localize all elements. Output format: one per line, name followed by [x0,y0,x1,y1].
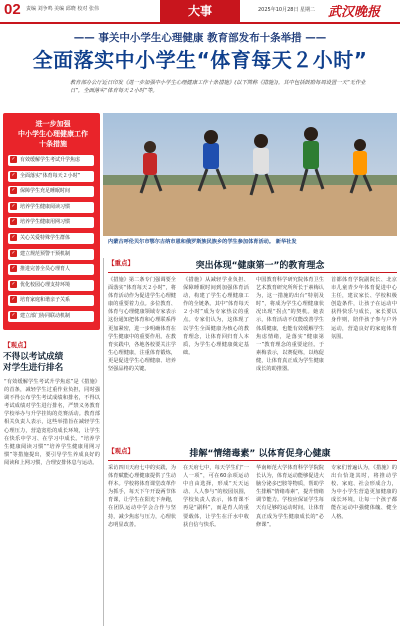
date-line: 2025年10月28日 星期二 [258,7,316,13]
editor-credits: 责编 刘争鸣 美编 邱晓 校对 张伟 [26,6,99,12]
sidebar-item [8,217,94,228]
header-rule [0,22,400,24]
sidebar-item-label: 建立规范预警干预机制 [20,250,71,257]
sidebar-item-label: 培养学生健康用网习惯 [20,219,71,226]
check-icon: ✓ [11,187,16,194]
section2-title: 排解“情绪毒素” 以体育促身心健康 [189,449,331,459]
check-icon: ✓ [11,280,16,287]
section2-tag: 【观点】 [108,447,134,455]
check-icon: ✓ [11,234,16,240]
section2-col3-text: 华南师范大学体育科学学院院长认为，体育运动能够促进大脑分泌多巴胺等物质，帮助学生排解“情绪毒素”，提升情绪调节能力。学校应保证学生每天有足够的运动时间，让体育真正成为学生健康成长的“必修课”。 [256,465,324,528]
check-icon: ✓ [11,202,16,209]
sidebar-item [8,295,94,306]
section1-col3-text: 中国教育科学研究院体育卫生艺术教育研究所所长于素梅认为，这一措施的出台“特别及时”，将成为学生心理健康状况出现“拐点”的契机。她表示，体育活动不仅能改善学生体质健康，也能有效缓解学生焦虑情绪，是落实“健康第一”教育理念的重要途径。于素梅表示，以赛促练，以练促健，让体育真正成为学生健康成长的助推器。 [256,277,324,373]
section1-col4-text: 首都体育学院副院长、北京市儿童青少年体育促进中心主任，建议家长、学校积极创造条件，让孩子在运动中获得快乐与成长，家长要以身作则，陪伴孩子参与户外运动，营造良好的家庭体育氛围。 [331,277,397,340]
column-divider [103,258,104,626]
sidebar-item [8,249,94,260]
check-icon: ✓ [11,265,16,272]
article-kicker: —— 事关中小学生心理健康 教育部发布十条举措 —— [73,32,327,44]
section2-column-1 [108,464,176,529]
sidebar-item-label: 保障学生充足睡眠时间 [20,188,71,195]
photo-illustration [103,113,397,236]
section1-column-4 [331,276,397,341]
sidebar-item [8,202,94,213]
check-icon: ✓ [11,312,16,318]
sidebar-item-label: 有效缓解学生考试升学焦虑 [20,157,81,163]
section2-rule [108,460,397,461]
section1-column-1 [108,276,176,373]
check-icon: ✓ [11,218,16,225]
sidebar-item [8,311,94,322]
sidebar-title: 进一步加强 中小学生心理健康工作 十条措施 [18,120,88,148]
article-headline: 全面落实中小学生“体育每天２小时” [32,48,368,72]
page-number: 02 [4,1,21,18]
section2-col1-text: 采访四川天府七中的实践，为体育赋能心理健康提供了生动样本。学校将体育课堂改革作为抓手，每天下午开设两节体育课，让学生在阳光下奔跑，在团队运动中学会合作与坚持，减少焦虑与压力，心理状态明显改善。 [108,465,176,528]
opinion-title: 不得以考试成绩 对学生进行排名 [3,352,64,373]
sidebar-item-label: 全面落实“体育每天２小时” [20,172,81,179]
sports-photo [103,113,397,236]
sidebar-item [8,171,94,182]
section1-column-3 [256,276,324,373]
section2-column-3 [256,464,324,529]
newspaper-logo: 武汉晚报 [328,5,381,20]
top-bar [0,0,400,22]
sidebar-item-label: 推进完善全员心理育人 [20,266,71,273]
sidebar-item-label: 培育家庭和谐亲子关系 [20,297,71,304]
section1-tag: 【重点】 [108,259,134,267]
sidebar-item-label: 优化校园心理支持环境 [20,281,71,288]
sidebar-item [8,264,94,275]
sidebar-item-label: 培养学生健康阅读习惯 [20,203,71,210]
section-title: 大事 [187,4,212,18]
check-icon: ✓ [11,249,16,256]
section2-col2-text: 在天府七中，每天学生们“一人一项”，可在60余项运动中自由选择，形成“天天运动、人人参与”的校园氛围，学校负责人表示，体育课不再是“副科”，而是育人的重要载体，让学生在汗水中收获自信与快乐。 [183,465,249,528]
article-lead: 教育部办公厅近日印发《进一步加强中小学生心理健康工作十条措施》(以下简称《措施》)，其中包括鼓励每周设置一天“无作业日”，全面落实“体育每天２小时”等。 [70,80,366,94]
section1-column-2 [183,276,249,357]
section1-rule [108,272,397,273]
sidebar-item [8,280,94,291]
sidebar-item-label: 关心关爱特殊学生群体 [20,235,71,241]
photo-caption: 内蒙古呼伦贝尔市鄂尔古纳市恩和俄罗斯族民族乡的学生参加体育活动。 新华社发 [108,239,297,245]
section2-column-2 [183,464,249,529]
check-icon: ✓ [11,156,16,162]
opinion-body: “有效缓解学生考试升学焦虑”是《措施》的首条，减轻学生过重作业负担，同时强调不得公布学生考试成绩和排名，不得以考试成绩对学生进行排名，严禁义务教育学校举办与升学挂钩的竞赛活动。教育部相关负责人表示，这些举措旨在减轻学生心理压力，营造宽松的成长环境，让学生在快乐中学习、在学习中成长。“培养学生健康阅读习惯”“培养学生健康用网习惯”等措施提出，要引导学生养成良好的阅读和上网习惯，合理安排休息与运动。 [4,379,100,466]
sidebar-item [8,233,94,244]
section2-col4-text: 专家们普遍认为，《措施》的出台恰逢其时，将推动学校、家庭、社会形成合力，为中小学生营造更加健康的成长环境，让每一个孩子都能在运动中强健体魄、健全人格。 [331,465,397,520]
section2-column-4 [331,464,397,521]
section1-title: 突出体现“健康第一”的教育理念 [195,261,325,271]
check-icon: ✓ [11,296,16,303]
sidebar-item [8,186,94,197]
section1-col2-text: 《措施》从减轻学业负担、保障睡眠时间到加强体育活动，构建了学生心理健康工作的全链条。其中“体育每天２小时”成为专家热议的重点。专家们认为，这体现了以学生全面健康为核心的教育理念，让体育回归育人本质，为学生心理健康奠定基础。 [183,277,249,356]
opinion-tag: 【观点】 [4,341,30,349]
sidebar-item [8,155,94,166]
check-icon: ✓ [11,171,16,178]
section1-col1-text: 《措施》第二条专门强调要全面落实“体育每天２小时”，将体育活动作为促进学生心理健康的重要着力点。多位教育、体育与心理健康领域专家表示这份通知把体育和心理联系得更加紧密，进一步明确体育在学生健康中的重要作用。在教育实践中，各地各校要关注学生心理健康，注重体育锻炼，更是促进学生心理健康、培养坚强品格的关键。 [108,277,176,373]
sidebar-item-label: 建立部门协同联动机制 [20,313,71,319]
opinion-text [4,378,100,467]
